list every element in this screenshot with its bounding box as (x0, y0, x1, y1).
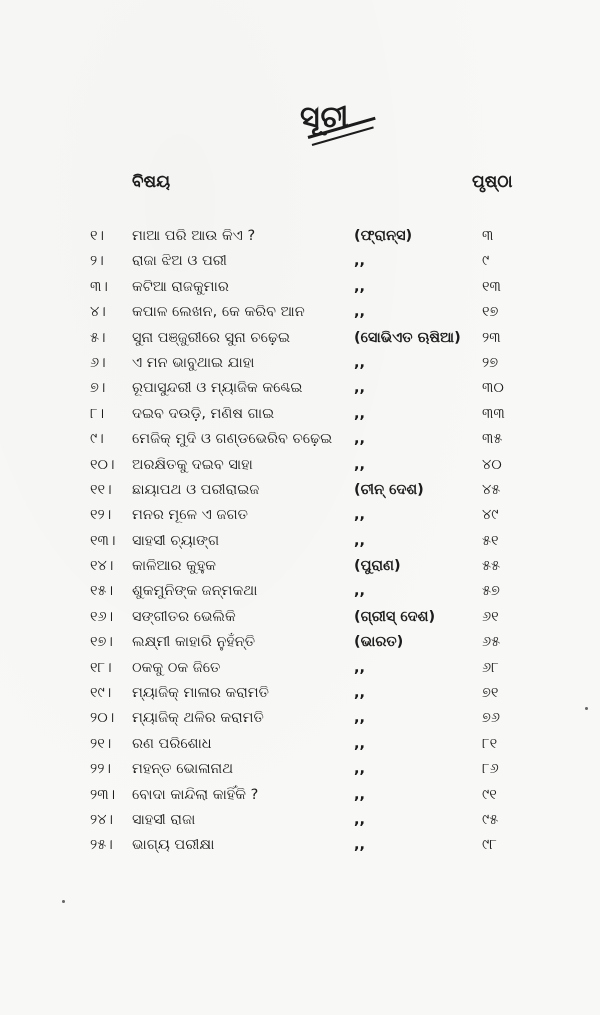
entry-source: ,, (354, 685, 366, 702)
entry-title: ଦଇବ ଦଉଡ଼ି, ମଣିଷ ଗାଇ (132, 405, 275, 422)
entry-source: ,, (354, 735, 366, 752)
entry-number: ୬। (90, 354, 106, 371)
entry-number: ୭। (90, 380, 106, 397)
entry-source: (ସୋଭିଏତ ଋଷିଆ) (354, 329, 461, 346)
contents-entry (0, 632, 600, 657)
entry-page: ୩ (482, 228, 494, 244)
entry-source: ,, (354, 278, 366, 295)
entry-page: ୧୩ (482, 278, 501, 295)
contents-entry (0, 759, 600, 784)
entry-source: ,, (354, 456, 366, 473)
entry-number: ୨୦। (90, 710, 115, 727)
contents-entry (0, 810, 600, 835)
contents-entry (0, 404, 600, 429)
contents-entry (0, 734, 600, 759)
entry-title: ଅରକ୍ଷିତକୁ ଦଇବ ସାହା (132, 456, 253, 473)
entry-number: ୧୪। (90, 558, 114, 575)
entry-number: ୧୬। (90, 608, 114, 625)
entry-number: ୫। (90, 329, 106, 346)
entry-source: ,, (354, 710, 366, 727)
entry-source: ,, (354, 507, 366, 524)
entry-source: ,, (354, 659, 366, 676)
contents-entry (0, 531, 600, 556)
contents-entry (0, 581, 600, 606)
entry-page: ୧୭ (482, 304, 499, 321)
entry-number: ୧୮। (90, 659, 112, 676)
contents-list (0, 226, 600, 861)
entry-title: ମ୍ୟାଜିକ୍ ଥଳିର କରାମତି (132, 710, 264, 727)
entry-title: ରୂପାସୁନ୍ଦରୀ ଓ ମ୍ୟାଜିକ କଣ୍ଢେଇ (132, 380, 303, 397)
entry-source: ,, (354, 405, 366, 422)
entry-title: କଟିଆ ରାଜକୁମାର (132, 278, 229, 295)
entry-title: ସୁନା ପଞ୍ଜୁରୀରେ ସୁନା ଚଢ଼େଇ (132, 329, 291, 346)
contents-entry (0, 480, 600, 505)
entry-title: ଶୁକମୁନିଙ୍କ ଜନ୍ମକଥା (132, 583, 258, 600)
entry-number: ୨୧। (90, 735, 112, 752)
entry-page: ୪୦ (482, 456, 502, 473)
entry-page: ୯୧ (482, 786, 497, 803)
contents-entry (0, 708, 600, 733)
entry-page: ୯୮ (482, 837, 497, 854)
entry-title: ରାଜା ଝିଅ ଓ ପରୀ (132, 253, 227, 270)
contents-entry (0, 328, 600, 353)
page-title: ସୂଚୀ (300, 100, 350, 135)
entry-title: ଠକକୁ ଠକ ଜିତେ (132, 659, 221, 676)
entry-source: ,, (354, 786, 366, 803)
entry-number: ୧୯। (90, 685, 112, 702)
entry-source: ,, (354, 532, 366, 549)
entry-number: ୧୩। (90, 532, 116, 549)
entry-source: (ଗ୍ରୀସ୍ ଦେଶ) (354, 608, 436, 625)
entry-page: ୩୦ (482, 380, 504, 397)
entry-number: ୨୪। (90, 811, 114, 828)
entry-number: ୧। (90, 228, 105, 244)
entry-number: ୨୫। (90, 837, 113, 854)
entry-number: ୩। (90, 278, 108, 295)
subject-heading: ବିଷୟ (132, 172, 171, 192)
entry-page: ୮୧ (482, 735, 498, 752)
contents-entry (0, 556, 600, 581)
entry-title: ମେଜିକ୍ ମୁଦି ଓ ଗଣ୍ଡଭେରିବ ଚଢ଼େଇ (132, 431, 333, 448)
entry-title: ସାହସୀ ଚ୍ୟାଙ୍ଗ (132, 532, 220, 549)
entry-number: ୧୭। (90, 634, 113, 651)
contents-entry (0, 607, 600, 632)
entry-title: ଏ ମନ ଭାବୁଥାଇ ଯାହା (132, 354, 255, 371)
contents-entry (0, 785, 600, 810)
entry-page: ୯ (482, 253, 490, 270)
contents-entry (0, 302, 600, 327)
entry-page: ୯୫ (482, 811, 499, 828)
title-block (300, 100, 349, 135)
entry-source: ,, (354, 837, 366, 854)
speck (62, 900, 65, 903)
contents-entry (0, 455, 600, 480)
speck (585, 707, 588, 710)
contents-entry (0, 251, 600, 276)
entry-source: ,, (354, 380, 366, 397)
entry-title: ରଣ ପରିଶୋଧ (132, 735, 212, 752)
entry-title: କପାଳ ଲେଖନ, କେ କରିବ ଆନ (132, 304, 305, 321)
entry-number: ୧୨। (90, 507, 112, 524)
entry-title: ଛାୟାପଥ ଓ ପରୀରାଇଜ (132, 481, 260, 498)
entry-page: ୮୬ (482, 761, 499, 778)
contents-header (0, 172, 600, 200)
entry-number: ୯। (90, 431, 104, 448)
page-heading: ପୃଷ୍ଠା (472, 172, 513, 192)
entry-page: ୬୫ (482, 634, 501, 651)
contents-entry (0, 835, 600, 860)
contents-entry (0, 226, 600, 251)
entry-source: ,, (354, 431, 366, 448)
entry-title: ସଙ୍ଗୀତର ଭେଲିକି (132, 608, 236, 625)
entry-source: ,, (354, 354, 366, 371)
entry-number: ୨। (90, 253, 104, 270)
entry-source: (ଫ୍ରାନ୍ସ) (354, 228, 413, 244)
entry-number: ୧୦। (90, 456, 115, 473)
entry-title: ଭାଗ୍ୟ ପରୀକ୍ଷା (132, 837, 215, 854)
entry-number: ୧୫। (90, 583, 114, 600)
entry-page: ୬୧ (482, 608, 499, 625)
contents-entry (0, 429, 600, 454)
contents-entry (0, 683, 600, 708)
entry-title: ମାଆ ପରି ଆଉ କିଏ ? (132, 228, 256, 244)
contents-entry (0, 378, 600, 403)
entry-title: ମହନ୍ତ ଭୋଳାନାଥ (132, 761, 234, 778)
entry-title: କାଳିଆର କୁହୁକ (132, 558, 217, 575)
entry-page: ୭୬ (482, 710, 500, 727)
entry-page: ୩୫ (482, 431, 503, 448)
entry-page: ୩୩ (482, 405, 505, 422)
contents-entry (0, 505, 600, 530)
contents-entry (0, 277, 600, 302)
entry-number: ୪। (90, 304, 106, 321)
entry-page: ୭୧ (482, 685, 499, 702)
contents-entry (0, 353, 600, 378)
entry-source: (ପୁରାଣ) (354, 558, 401, 575)
entry-number: ୨୩। (90, 786, 116, 803)
entry-page: ୨୩ (482, 329, 501, 346)
entry-page: ୪୫ (482, 481, 501, 498)
entry-source: ,, (354, 761, 366, 778)
entry-title: ସାହସୀ ରାଜା (132, 811, 196, 828)
entry-source: ,, (354, 583, 366, 600)
entry-page: ୨୭ (482, 354, 499, 371)
entry-source: ,, (354, 304, 366, 321)
entry-title: ମ୍ୟାଜିକ୍ ମାଳାର କରାମତି (132, 685, 269, 702)
entry-number: ୧୧। (90, 481, 112, 498)
contents-entry (0, 658, 600, 683)
entry-page: ୪୯ (482, 507, 499, 524)
entry-source: (ଚୀନ୍ ଦେଶ) (354, 481, 424, 498)
entry-page: ୬୮ (482, 659, 499, 676)
entry-page: ୫୧ (482, 532, 499, 549)
entry-title: ଲକ୍ଷ୍ମୀ କାହାରି ନୁହଁନ୍ତି (132, 634, 256, 651)
entry-title: ମନର ମୂଳେ ଏ ଜଗତ (132, 507, 248, 524)
entry-page: ୫୭ (482, 583, 500, 600)
entry-page: ୫୫ (482, 558, 501, 575)
entry-source: ,, (354, 811, 366, 828)
entry-title: ବୋଦା କାନ୍ଦିଲା କାହିଁକି ? (132, 786, 259, 803)
entry-number: ୮। (90, 405, 105, 422)
entry-source: (ଭାରତ) (354, 634, 404, 651)
entry-source: ,, (354, 253, 366, 270)
entry-number: ୨୨। (90, 761, 111, 778)
